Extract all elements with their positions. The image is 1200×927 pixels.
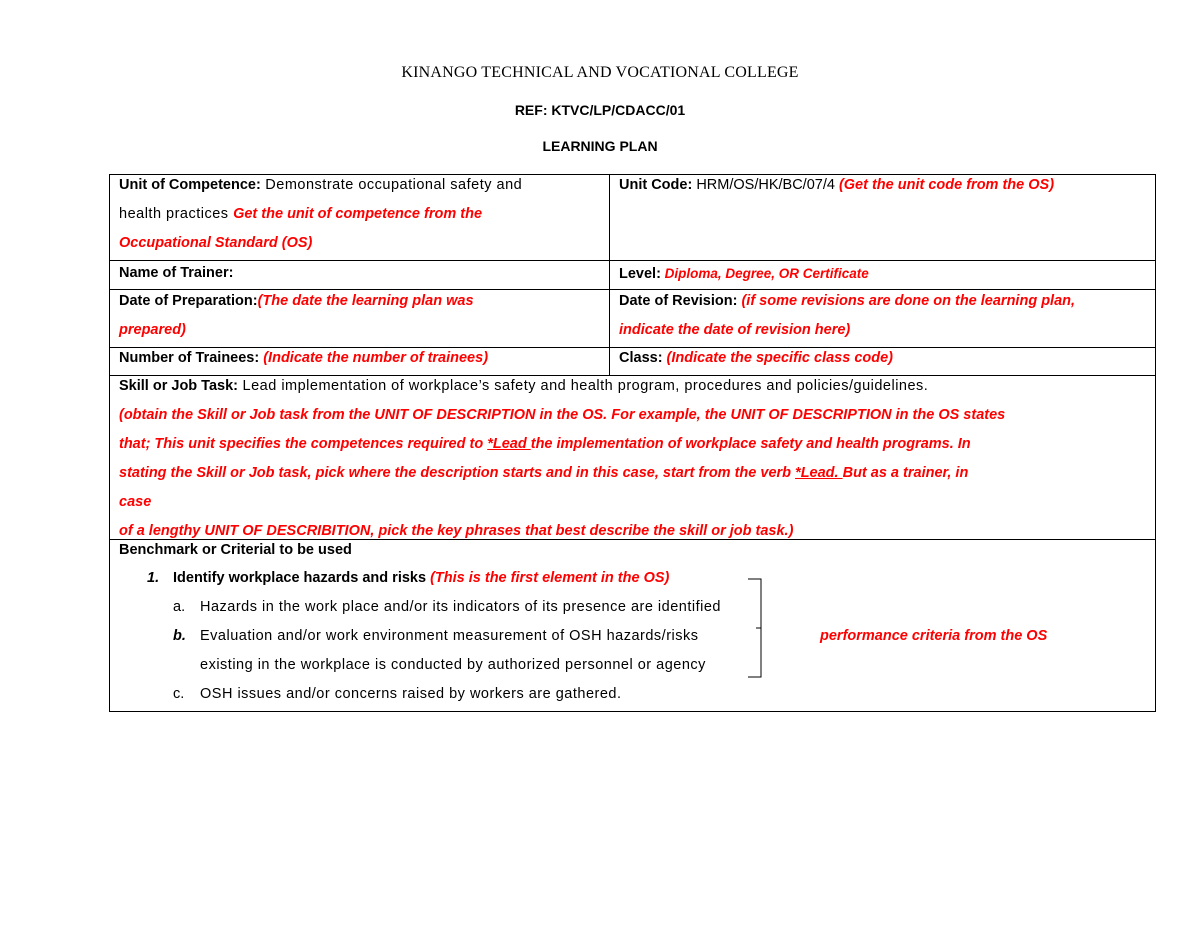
criterion-a: Hazards in the work place and/or its indicators of its presence are identified <box>200 599 721 615</box>
learning-plan-table <box>109 174 1156 712</box>
task-note-line: stating the Skill or Job task, pick where the description starts and in this case, start from the verb *Lead. But as a trainer, in <box>119 465 969 481</box>
criterion-a-letter: a. <box>173 599 186 615</box>
element-1: Identify workplace hazards and risks (This is the first element in the OS) <box>173 570 670 586</box>
date-of-preparation-note: prepared) <box>119 322 186 338</box>
criterion-b-line-1: Evaluation and/or work environment measurement of OSH hazards/risks <box>200 628 699 644</box>
date-of-revision: Date of Revision: (if some revisions are done on the learning plan, <box>619 293 1076 309</box>
document-title: LEARNING PLAN <box>542 138 658 154</box>
level-field: Level: Diploma, Degree, OR Certificate <box>619 266 869 282</box>
unit-code: Unit Code: HRM/OS/HK/BC/07/4 (Get the unit code from the OS) <box>619 177 1055 193</box>
number-of-trainees: Number of Trainees: (Indicate the number of trainees) <box>119 350 489 366</box>
task-note-line: case <box>119 494 152 510</box>
element-number: 1. <box>147 570 160 586</box>
reference-code: REF: KTVC/LP/CDACC/01 <box>514 102 686 118</box>
task-note-line: (obtain the Skill or Job task from the UNIT OF DESCRIPTION in the OS. For example, the UNIT OF DESCRIPTION in the OS states <box>119 407 1006 423</box>
performance-criteria-note: performance criteria from the OS <box>820 628 1048 644</box>
unit-of-competence-line-1: Unit of Competence: Demonstrate occupational safety and <box>119 177 523 193</box>
trainer-name-label: Name of Trainer: <box>119 265 234 281</box>
criterion-b-letter: b. <box>173 628 186 644</box>
class-field: Class: (Indicate the specific class code) <box>619 350 894 366</box>
date-of-revision-note: indicate the date of revision here) <box>619 322 851 338</box>
criterion-c: OSH issues and/or concerns raised by workers are gathered. <box>200 686 622 702</box>
task-note-line: of a lengthy UNIT OF DESCRIBITION, pick the key phrases that best describe the skill or job task.) <box>119 523 794 539</box>
skill-or-job-task: Skill or Job Task: Lead implementation of workplace’s safety and health program, procedures and policies/guidelines. <box>119 378 929 394</box>
unit-of-competence-line-2: health practices Get the unit of competence from the <box>119 206 483 222</box>
benchmark-heading: Benchmark or Criterial to be used <box>119 542 352 558</box>
right-bracket-icon <box>746 573 770 681</box>
column-divider <box>609 175 610 375</box>
criterion-c-letter: c. <box>173 686 185 702</box>
task-note-line: that; This unit specifies the competences required to *Lead the implementation of workplace safety and health programs. In <box>119 436 971 452</box>
criterion-b-line-2: existing in the workplace is conducted by authorized personnel or agency <box>200 657 706 673</box>
unit-of-competence-note: Occupational Standard (OS) <box>119 235 313 251</box>
date-of-preparation: Date of Preparation:(The date the learning plan was <box>119 293 474 309</box>
college-name: KINANGO TECHNICAL AND VOCATIONAL COLLEGE <box>401 64 799 81</box>
